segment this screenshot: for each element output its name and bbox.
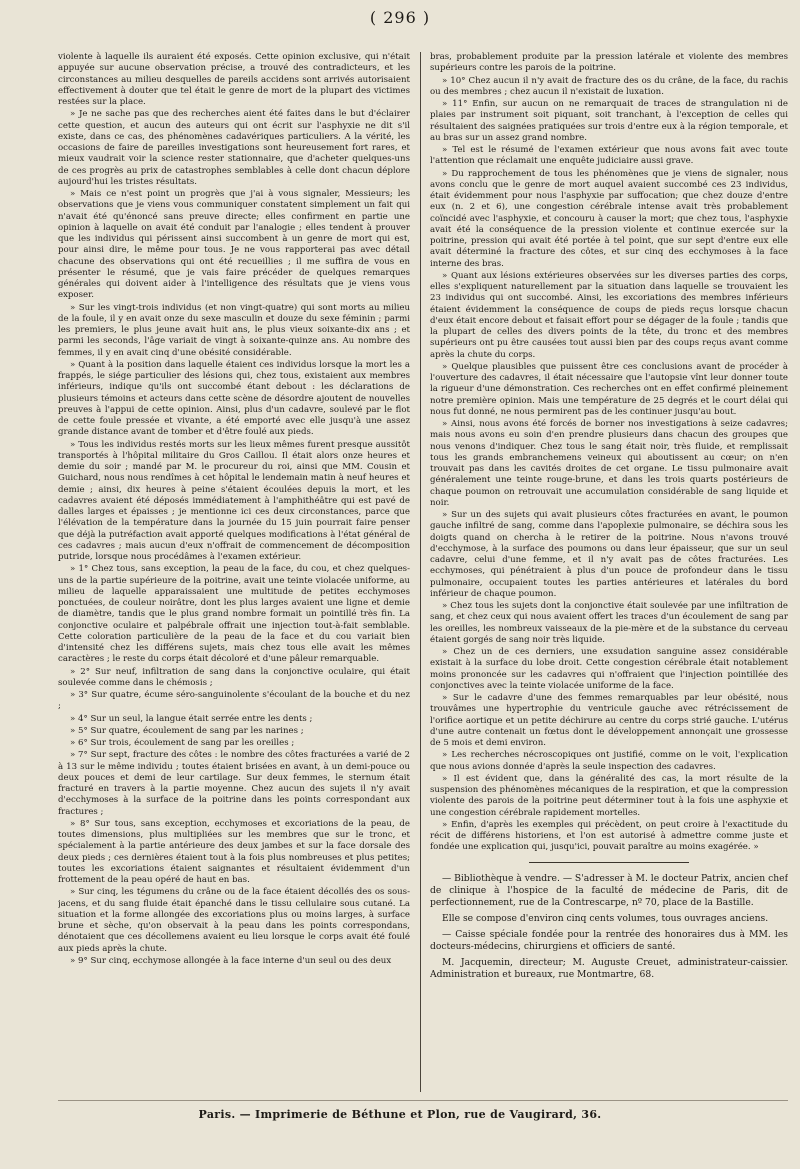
article-paragraph: » Il est évident que, dans la généralité des cas, la mort résulte de la suspension des phénomènes mécaniques de la respiration, et que la compression violente des parois de la poitrine peut déterminer tout à la fois une asphyxie et une congestion cérébrale rapidement mortelles. bbox=[430, 773, 788, 818]
article-paragraph: » Du rapprochement de tous les phénomènes que je viens de signaler, nous avons conclu que le genre de mort auquel avaient succombé ces 23 individus, était évidemment pour nous l'asphyxie par suffocation; que chez douze d'entre eux (n. 2 et 6), une congestion cérébrale intense avait très probablement coïncidé avec l'asphyxie, et concouru à causer la mort; que chez tous, l'asphyxie avait été la conséquence de la pression violente et continue exercée sur la poitrine, pression qui avait été portée à tel point, que sur sept d'entre eux elle avait déterminé la fracture des côtes, et sur cinq des ecchymoses à la face interne des bras. bbox=[430, 168, 788, 269]
article-paragraph: » Chez tous les sujets dont la conjonctive était soulevée par une infiltration de sang, et chez ceux qui nous avaient offert les traces d'un écoulement de sang par les oreilles, les nombreux vaisseaux de la pie-mère et de la substance du cerveau étaient gorgés de sang noir très liquide. bbox=[430, 601, 788, 645]
notice-paragraph: Elle se compose d'environ cinq cents volumes, tous ouvrages anciens. bbox=[442, 912, 769, 924]
article-paragraph: » 7° Sur sept, fracture des côtes : le nombre des côtes fracturées a varié de 2 à 13 sur le même individu ; toutes étaient brisées en avant, à un demi-pouce ou deux pouces et demi de leur cartilage. Sur deux femmes, le sternum était fracturé en travers à la partie moyenne. Chez aucun des sujets il n'y avait d'ecchymoses à la surface de la poitrine dans les points correspondant aux fractures ; bbox=[58, 750, 410, 817]
notice-paragraph: — Caisse spéciale fondée pour la rentrée des honoraires dus à MM. les docteurs-médecins, chirurgiens et officiers de santé. bbox=[430, 928, 788, 952]
notice-paragraph: — Bibliothèque à vendre. — S'adresser à M. le docteur Patrix, ancien chef de clinique à l'hospice de la faculté de médecine de Paris, dit de perfectionnement, rue de la Contrescarpe, nº 70, place de la Bastille. bbox=[430, 872, 788, 908]
article-continuation bbox=[430, 52, 788, 854]
column-divider bbox=[420, 52, 421, 1092]
article-paragraph: » Mais ce n'est point un progrès que j'ai à vous signaler, Messieurs; les observations que je viens vous communiquer constatent simplement un fait qui n'avait été qu'énoncé sans preuve directe; elles confirment en partie une opinion à laquelle on avait été conduit par l'analogie ; elles tendent à prouver que les individus qui périssent ainsi succombent à un genre de mort qui est, pour ainsi dire, le même pour tous. Je ne vous rapporterai pas avec détail chacune des observations qui ont été recueillies ; il me suffira de vous en présenter le résumé, que je vais faire précéder de quelques remarques générales qui doivent aider à l'intelligence des résultats que je viens vous exposer. bbox=[58, 189, 410, 301]
article-paragraph: » 9° Sur cinq, ecchymose allongée à la face interne d'un seul ou des deux bbox=[70, 955, 392, 966]
article-paragraph: » Sur un des sujets qui avait plusieurs côtes fracturées en avant, le poumon gauche infiltré de sang, comme dans l'apoplexie pulmonaire, se déchira sous les doigts quand on chercha à le retirer de la poitrine. Nous n'avons trouvé d'ecchymose, à la surface des poumons ou dans leur épaisseur, que sur un seul cadavre, celui d'une femme, et il n'y avait pas de côtes fracturées. Les ecchymoses, qui pénétraient à plus d'un pouce de profondeur dans le tissu pulmonaire, occupaient toutes les parties antérieures et latérales du bord inférieur de chaque poumon. bbox=[430, 510, 788, 599]
article-paragraph: » 6° Sur trois, écoulement de sang par les oreilles ; bbox=[70, 738, 295, 748]
article-paragraph: » 2° Sur neuf, infiltration de sang dans la conjonctive oculaire, qui était soulevée comme dans le chémosis ; bbox=[58, 666, 410, 688]
article-paragraph: » Tel est le résumé de l'examen extérieur que nous avons fait avec toute l'attention que réclamait une enquête judiciaire aussi grave. bbox=[430, 145, 788, 167]
article-paragraph: » Quelque plausibles que puissent être ces conclusions avant de procéder à l'ouverture des cadavres, il était nécessaire que l'autopsie vînt leur donner toute la rigueur d'une démonstration. Ces recherches ont en effet confirmé pleinement notre première opinion. Mais une température de 25 degrés et le court délai qui nous fut donné, ne nous permirent pas de les continuer jusqu'au bout. bbox=[430, 361, 788, 417]
article-paragraph: violente à laquelle ils auraient été exposés. Cette opinion exclusive, qui n'était appuyée sur aucune observation précise, a trouvé des contradicteurs, et les circonstances au milieu desquelles de pareils accidens sont arrivés autorisaient effectivement à douter que tel était le genre de mort de la plupart des victimes restées sur la place. bbox=[58, 52, 410, 107]
article-paragraph: » Je ne sache pas que des recherches aient été faites dans le but d'éclairer cette question, et aucun des auteurs qui ont écrit sur l'asphyxie ne dit s'il existe, dans ce cas, des phénomènes cadavériques particuliers. A la vérité, les occasions de faire de pareilles investigations sont heureusement fort rares, et mieux vaudrait voir la science rester stationnaire, que d'acheter quelques-uns de ces progrès au prix de catastrophes semblables à celle dont chacun déplore aujourd'hui les tristes résultats. bbox=[58, 109, 410, 187]
article-paragraph: » 1° Chez tous, sans exception, la peau de la face, du cou, et chez quelques-uns de la partie supérieure de la poitrine, avait une teinte violacée uniforme, au milieu de laquelle apparaissaient une multitude de petites ecchymoses ponctuées, de couleur noirâtre, dont les plus larges avaient une ligne et demie de diamètre, tandis que le plus grand nombre formait un pointillé très fin. La conjonctive oculaire et palpébrale offrait une injection tout-à-fait semblable. Cette coloration particulière de la peau de la face et du cou variait bien d'intensité chez les différens sujets, mais chez tous elle avait les mêmes caractères ; le reste du corps était décoloré et d'une pâleur remarquable. bbox=[58, 564, 410, 665]
right-column bbox=[430, 52, 788, 1092]
printer-imprint: Paris. — Imprimerie de Béthune et Plon, rue de Vaugirard, 36. bbox=[198, 1108, 602, 1121]
page-number: ( 296 ) bbox=[369, 8, 431, 27]
article-paragraph: » Ainsi, nous avons été forcés de borner nos investigations à seize cadavres; mais nous avons eu soin d'en prendre plusieurs dans chacun des groupes que nous venons d'indiquer. Chez tous le sang était noir, très fluide, et remplissait tous les grands embranchemens veineux qui aboutissent au cœur; on n'en trouvait pas dans les cavités droites de cet organe. Le tissu pulmonaire avait généralement une teinte rouge-brune, et dans les trois quarts postérieurs de chaque poumon on retrouvait une accumulation considérable de sang liquide et noir. bbox=[430, 419, 788, 508]
article-paragraph: » 10° Chez aucun il n'y avait de fracture des os du crâne, de la face, du rachis ou des membres ; chez aucun il n'existait de luxation. bbox=[430, 75, 788, 97]
notices bbox=[430, 873, 788, 981]
article-paragraph: » 5° Sur quatre, écoulement de sang par les narines ; bbox=[70, 725, 304, 736]
notice-separator bbox=[529, 862, 689, 863]
article-paragraph: » Quant aux lésions extérieures observées sur les diverses parties des corps, elles s'expliquent naturellement par la situation dans laquelle se trouvaient les 23 individus qui ont succombé. Ainsi, les excoriations des membres inférieurs étaient évidemment la conséquence de coups de pieds reçus lorsque chacun d'eux était encore debout et faisait effort pour se dégager de la foule ; tandis que la plupart de celles des divers points de la tête, du tronc et des membres supérieurs ont pu être causées tout aussi bien par des coups reçus avant comme après la chute du corps. bbox=[430, 270, 788, 360]
article-paragraph: » Tous les individus restés morts sur les lieux mêmes furent presque aussitôt transportés à l'hôpital militaire du Gros Caillou. Il était alors onze heures et demie du soir ; mandé par M. le procureur du roi, ainsi que MM. Cousin et Guichard, nous nous rendîmes à cet hôpital le lendemain matin à neuf heures et demie ; ainsi, dix heures à peine s'étaient écoulées depuis la mort, et les cadavres avaient été déposés immédiatement à l'amphithéâtre qui est pavé de dalles larges et épaisses ; je mentionne ici ces deux circonstances, parce que l'élévation de la température dans la journée du 15 juin pourrait faire penser que déjà la putréfaction avait apporté quelques modifications à l'état général de ces cadavres ; mais aucun d'eux n'offrait de commencement de décomposition putride, lorsque nous procédâmes à l'examen extérieur. bbox=[58, 439, 410, 562]
left-column bbox=[58, 52, 410, 1092]
article-paragraph: » Enfin, d'après les exemples qui précèdent, on peut croire à l'exactitude du récit de différens historiens, et l'on est autorisé à admettre comme juste et fondée une explication qui, jusqu'ici, pouvait paraître au moins exagérée. » bbox=[430, 819, 788, 853]
article-paragraph: » 8° Sur tous, sans exception, ecchymoses et excoriations de la peau, de toutes dimensions, plus multipliées sur les membres que sur le tronc, et spécialement à la partie antérieure des deux jambes et sur la face dorsale des deux pieds ; ces dernières étaient tout à la fois plus nombreuses et plus petites; toutes les excoriations étaient saignantes et résultaient évidemment d'un frottement de la peau opéré de haut en bas. bbox=[58, 818, 410, 885]
footer-separator bbox=[58, 1100, 788, 1101]
article-paragraph: » 11° Enfin, sur aucun on ne remarquait de traces de strangulation ni de plaies par instrument soit piquant, soit tranchant, à l'exception de celles qui résultaient des saignées pratiquées sur trois d'entre eux à la région temporale, et au bras sur un assez grand nombre. bbox=[430, 99, 788, 143]
article-paragraph: » 3° Sur quatre, écume séro-sanguinolente s'écoulant de la bouche et du nez ; bbox=[58, 690, 410, 712]
article-paragraph: » Chez un de ces derniers, une exsudation sanguine assez considérable existait à la surface du lobe droit. Cette congestion cérébrale était notablement moins prononcée sur les cadavres qui n'offraient que l'injection pointillée des conjonctives avec la teinte violacée uniforme de la face. bbox=[430, 647, 788, 691]
article-paragraph: » Quant à la position dans laquelle étaient ces individus lorsque la mort les a frappés, le siége particulier des lésions qui, chez tous, existaient aux membres inférieurs, indique qu'ils ont succombé étant debout : les déclarations de plusieurs témoins et acteurs dans cette scène de désordre ajoutent de nouvelles preuves à l'appui de cette opinion. Ainsi, plus d'un cadavre, soulevé par le flot de cette foule pressée et vivante, a été emporté avec elle jusqu'à une assez grande distance avant de tomber et d'être foulé aux pieds. bbox=[58, 359, 410, 438]
notice-paragraph: M. Jacquemin, directeur; M. Auguste Creuet, administrateur-caissier. Administration et bureaux, rue Montmartre, 68. bbox=[430, 956, 788, 980]
article-paragraph: » Sur les vingt-trois individus (et non vingt-quatre) qui sont morts au milieu de la foule, il y en avait onze du sexe masculin et douze du sexe féminin ; parmi les premiers, le plus jeune avait huit ans, le plus vieux soixante-dix ans ; et parmi les seconds, l'âge variait de vingt à soixante-quinze ans. Au nombre des femmes, il y en avait cinq d'une obésité considérable. bbox=[58, 302, 410, 358]
article-paragraph: » 4° Sur un seul, la langue était serrée entre les dents ; bbox=[70, 713, 313, 724]
article-paragraph: » Les recherches nécroscopiques ont justifié, comme on le voit, l'explication que nous avions donnée d'après la seule inspection des cadavres. bbox=[430, 750, 788, 772]
article-paragraph: bras, probablement produite par la pression latérale et violente des membres supérieurs contre les parois de la poitrine. bbox=[430, 52, 788, 74]
article-paragraph: » Sur le cadavre d'une des femmes remarquables par leur obésité, nous trouvâmes une hypertrophie du ventricule gauche avec rétrécissement de l'orifice aortique et un petite déchirure au centre du corps strié gauche. L'utérus d'une autre contenait un fœtus dont le développement annonçait une grossesse de 5 mois et demi environ. bbox=[430, 693, 788, 748]
article-paragraph: » Sur cinq, les tégumens du crâne ou de la face étaient décollés des os sous-jacens, et du sang fluide était épanché dans le tissu cellulaire sous cutané. La situation et la forme allongée des excoriations plus ou moins larges, à surface brune et sèche, qu'on observait à la peau dans les points correspondans, dénotaient que ces décollemens avaient eu lieu lorsque le corps avait été foulé aux pieds après la chute. bbox=[58, 887, 410, 954]
